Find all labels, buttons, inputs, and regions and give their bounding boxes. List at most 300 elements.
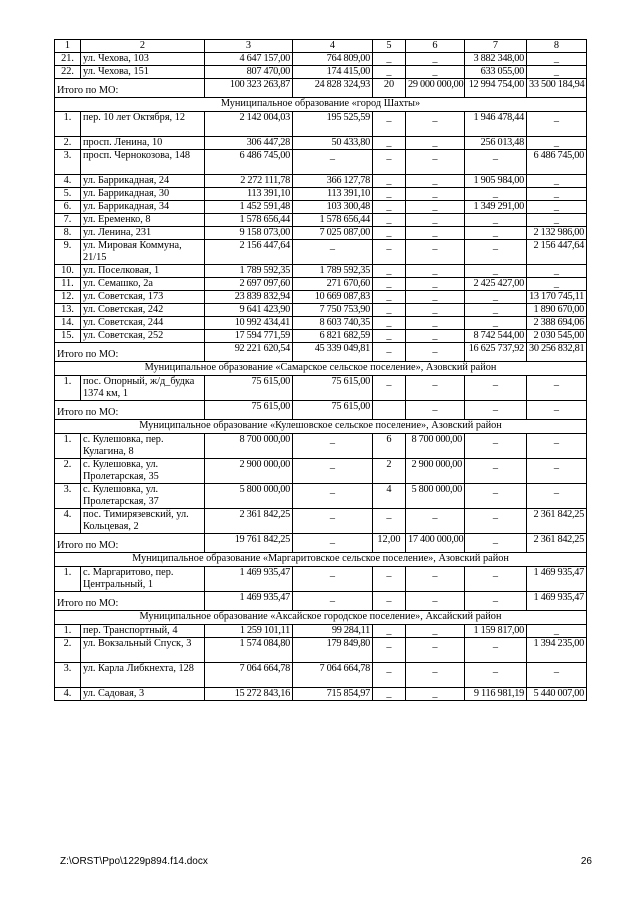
table-row bbox=[55, 625, 587, 638]
total-cell: 12,00 bbox=[373, 534, 406, 553]
value-cell: 2 388 694,06 bbox=[527, 317, 587, 330]
value-cell: _ bbox=[406, 53, 465, 66]
value-cell: 1 394 235,00 bbox=[527, 638, 587, 663]
value-cell: _ bbox=[527, 663, 587, 688]
row-number: 1. bbox=[55, 625, 81, 638]
header-cell: 7 bbox=[465, 40, 527, 53]
section-title: Муниципальное образование «Аксайское городское поселение», Аксайский район bbox=[55, 611, 587, 625]
total-row bbox=[55, 534, 587, 553]
value-cell: _ bbox=[527, 201, 587, 214]
value-cell: _ bbox=[373, 175, 406, 188]
row-number: 9. bbox=[55, 240, 81, 265]
table-row bbox=[55, 304, 587, 317]
value-cell: _ bbox=[406, 227, 465, 240]
value-cell: _ bbox=[406, 66, 465, 79]
value-cell: _ bbox=[465, 459, 527, 484]
value-cell: _ bbox=[527, 137, 587, 150]
value-cell: _ bbox=[373, 330, 406, 343]
value-cell: _ bbox=[465, 317, 527, 330]
total-cell: 29 000 000,00 bbox=[406, 79, 465, 98]
value-cell: _ bbox=[465, 188, 527, 201]
value-cell: 2 900 000,00 bbox=[205, 459, 293, 484]
total-cell: 20 bbox=[373, 79, 406, 98]
value-cell: 256 013,48 bbox=[465, 137, 527, 150]
value-cell: 3 882 348,00 bbox=[465, 53, 527, 66]
table-row bbox=[55, 112, 587, 137]
section-title: Муниципальное образование «Маргаритовское сельское поселение», Азовский район bbox=[55, 553, 587, 567]
row-number: 13. bbox=[55, 304, 81, 317]
value-cell: 9 641 423,90 bbox=[205, 304, 293, 317]
value-cell: _ bbox=[373, 625, 406, 638]
address-cell: ул. Чехова, 103 bbox=[81, 53, 205, 66]
value-cell: _ bbox=[373, 66, 406, 79]
value-cell: 2 425 427,00 bbox=[465, 278, 527, 291]
value-cell: 6 486 745,00 bbox=[527, 150, 587, 175]
address-cell: ул. Поселковая, 1 bbox=[81, 265, 205, 278]
value-cell: 1 578 656,44 bbox=[205, 214, 293, 227]
total-cell: 45 339 049,81 bbox=[293, 343, 373, 362]
value-cell: _ bbox=[465, 663, 527, 688]
row-number: 14. bbox=[55, 317, 81, 330]
value-cell: _ bbox=[406, 663, 465, 688]
total-cell: 75 615,00 bbox=[293, 401, 373, 420]
address-cell: ул. Советская, 173 bbox=[81, 291, 205, 304]
value-cell: 10 669 087,83 bbox=[293, 291, 373, 304]
total-cell: _ bbox=[465, 534, 527, 553]
row-number: 4. bbox=[55, 175, 81, 188]
address-cell: ул. Чехова, 151 bbox=[81, 66, 205, 79]
table-row bbox=[55, 509, 587, 534]
total-cell: _ bbox=[406, 401, 465, 420]
total-cell: 33 500 184,94 bbox=[527, 79, 587, 98]
table-row bbox=[55, 240, 587, 265]
address-cell: с. Маргаритово, пер. Центральный, 1 bbox=[81, 567, 205, 592]
address-cell: пос. Тимирязевский, ул. Кольцевая, 2 bbox=[81, 509, 205, 534]
value-cell: _ bbox=[465, 265, 527, 278]
value-cell: 2 697 097,60 bbox=[205, 278, 293, 291]
row-number: 5. bbox=[55, 188, 81, 201]
value-cell: _ bbox=[293, 484, 373, 509]
value-cell: _ bbox=[373, 214, 406, 227]
value-cell: _ bbox=[373, 265, 406, 278]
value-cell: _ bbox=[527, 66, 587, 79]
value-cell: _ bbox=[293, 567, 373, 592]
value-cell: _ bbox=[373, 227, 406, 240]
value-cell: 10 992 434,41 bbox=[205, 317, 293, 330]
value-cell: _ bbox=[406, 304, 465, 317]
value-cell: _ bbox=[465, 214, 527, 227]
value-cell: _ bbox=[465, 150, 527, 175]
section-row bbox=[55, 553, 587, 567]
value-cell: 7 064 664,78 bbox=[293, 663, 373, 688]
value-cell: 1 789 592,35 bbox=[205, 265, 293, 278]
value-cell: 2 bbox=[373, 459, 406, 484]
row-number: 12. bbox=[55, 291, 81, 304]
value-cell: 7 750 753,90 bbox=[293, 304, 373, 317]
total-cell: _ bbox=[527, 401, 587, 420]
value-cell: _ bbox=[527, 53, 587, 66]
value-cell: _ bbox=[406, 330, 465, 343]
table-row bbox=[55, 459, 587, 484]
address-cell: ул. Садовая, 3 bbox=[81, 688, 205, 701]
table-row bbox=[55, 227, 587, 240]
value-cell: 23 839 832,94 bbox=[205, 291, 293, 304]
table-row bbox=[55, 265, 587, 278]
value-cell: _ bbox=[527, 175, 587, 188]
table-row bbox=[55, 66, 587, 79]
address-cell: ул. Советская, 242 bbox=[81, 304, 205, 317]
value-cell: _ bbox=[373, 317, 406, 330]
value-cell: 13 170 745,11 bbox=[527, 291, 587, 304]
header-cell: 4 bbox=[293, 40, 373, 53]
row-number: 10. bbox=[55, 265, 81, 278]
value-cell: 2 156 447,64 bbox=[205, 240, 293, 265]
value-cell: 7 025 087,00 bbox=[293, 227, 373, 240]
value-cell: 5 800 000,00 bbox=[406, 484, 465, 509]
value-cell: 174 415,00 bbox=[293, 66, 373, 79]
value-cell: _ bbox=[406, 317, 465, 330]
address-cell: ул. Баррикадная, 24 bbox=[81, 175, 205, 188]
value-cell: _ bbox=[406, 376, 465, 401]
total-cell: 30 256 832,81 bbox=[527, 343, 587, 362]
address-cell: ул. Вокзальный Спуск, 3 bbox=[81, 638, 205, 663]
row-number: 4. bbox=[55, 688, 81, 701]
total-cell: _ bbox=[293, 592, 373, 611]
value-cell: _ bbox=[373, 240, 406, 265]
value-cell: _ bbox=[406, 688, 465, 701]
total-row bbox=[55, 592, 587, 611]
value-cell: 2 361 842,25 bbox=[205, 509, 293, 534]
row-number: 22. bbox=[55, 66, 81, 79]
value-cell: _ bbox=[373, 150, 406, 175]
table-row bbox=[55, 317, 587, 330]
total-cell: 1 469 935,47 bbox=[205, 592, 293, 611]
value-cell: 2 361 842,25 bbox=[527, 509, 587, 534]
value-cell: _ bbox=[293, 459, 373, 484]
row-number: 1. bbox=[55, 567, 81, 592]
value-cell: _ bbox=[527, 484, 587, 509]
total-row bbox=[55, 79, 587, 98]
value-cell: _ bbox=[527, 188, 587, 201]
data-table bbox=[54, 39, 587, 701]
address-cell: с. Кулешовка, ул. Пролетарская, 35 bbox=[81, 459, 205, 484]
value-cell: 8 603 740,35 bbox=[293, 317, 373, 330]
value-cell: _ bbox=[465, 240, 527, 265]
row-number: 21. bbox=[55, 53, 81, 66]
value-cell: _ bbox=[406, 201, 465, 214]
header-cell: 6 bbox=[406, 40, 465, 53]
total-row bbox=[55, 343, 587, 362]
address-cell: ул. Баррикадная, 34 bbox=[81, 201, 205, 214]
value-cell: 113 391,10 bbox=[205, 188, 293, 201]
value-cell: 366 127,78 bbox=[293, 175, 373, 188]
value-cell: _ bbox=[373, 567, 406, 592]
value-cell: _ bbox=[373, 278, 406, 291]
value-cell: 103 300,48 bbox=[293, 201, 373, 214]
value-cell: 715 854,97 bbox=[293, 688, 373, 701]
value-cell: 1 159 817,00 bbox=[465, 625, 527, 638]
address-cell: ул. Мировая Коммуна, 21/15 bbox=[81, 240, 205, 265]
value-cell: _ bbox=[406, 150, 465, 175]
value-cell: 2 900 000,00 bbox=[406, 459, 465, 484]
value-cell: 8 742 544,00 bbox=[465, 330, 527, 343]
total-cell: 100 323 263,87 bbox=[205, 79, 293, 98]
value-cell: _ bbox=[406, 175, 465, 188]
total-cell: _ bbox=[373, 343, 406, 362]
value-cell: _ bbox=[465, 638, 527, 663]
value-cell: _ bbox=[373, 291, 406, 304]
value-cell: _ bbox=[406, 509, 465, 534]
row-number: 3. bbox=[55, 150, 81, 175]
value-cell: _ bbox=[406, 240, 465, 265]
total-cell: 24 828 324,93 bbox=[293, 79, 373, 98]
value-cell: 6 821 682,59 bbox=[293, 330, 373, 343]
header-cell: 5 bbox=[373, 40, 406, 53]
address-cell: ул. Семашко, 2а bbox=[81, 278, 205, 291]
value-cell: 4 647 157,00 bbox=[205, 53, 293, 66]
table-row bbox=[55, 137, 587, 150]
value-cell: 7 064 664,78 bbox=[205, 663, 293, 688]
table-row bbox=[55, 175, 587, 188]
total-cell: _ bbox=[373, 592, 406, 611]
value-cell: _ bbox=[373, 663, 406, 688]
total-cell: _ bbox=[465, 592, 527, 611]
row-number: 6. bbox=[55, 201, 81, 214]
table-row bbox=[55, 567, 587, 592]
value-cell: _ bbox=[373, 638, 406, 663]
row-number: 1. bbox=[55, 434, 81, 459]
value-cell: 6 bbox=[373, 434, 406, 459]
value-cell: _ bbox=[406, 112, 465, 137]
table-row bbox=[55, 53, 587, 66]
table-row bbox=[55, 484, 587, 509]
table-row bbox=[55, 688, 587, 701]
address-cell: с. Кулешовка, ул. Пролетарская, 37 bbox=[81, 484, 205, 509]
value-cell: 75 615,00 bbox=[293, 376, 373, 401]
value-cell: 5 800 000,00 bbox=[205, 484, 293, 509]
value-cell: 1 469 935,47 bbox=[527, 567, 587, 592]
table-row bbox=[55, 434, 587, 459]
value-cell: 179 849,80 bbox=[293, 638, 373, 663]
value-cell: 2 142 004,03 bbox=[205, 112, 293, 137]
value-cell: _ bbox=[465, 484, 527, 509]
address-cell: ул. Ленина, 231 bbox=[81, 227, 205, 240]
row-number: 3. bbox=[55, 663, 81, 688]
value-cell: 1 349 291,00 bbox=[465, 201, 527, 214]
table-row bbox=[55, 376, 587, 401]
row-number: 4. bbox=[55, 509, 81, 534]
table-row bbox=[55, 214, 587, 227]
value-cell: _ bbox=[373, 201, 406, 214]
value-cell: _ bbox=[527, 265, 587, 278]
total-cell: _ bbox=[406, 343, 465, 362]
row-number: 1. bbox=[55, 376, 81, 401]
section-row bbox=[55, 98, 587, 112]
value-cell: _ bbox=[373, 188, 406, 201]
value-cell: _ bbox=[373, 304, 406, 317]
value-cell: _ bbox=[527, 112, 587, 137]
value-cell: _ bbox=[406, 214, 465, 227]
address-cell: ул. Баррикадная, 30 bbox=[81, 188, 205, 201]
row-number: 1. bbox=[55, 112, 81, 137]
value-cell: _ bbox=[527, 278, 587, 291]
value-cell: 17 594 771,59 bbox=[205, 330, 293, 343]
value-cell: 1 578 656,44 bbox=[293, 214, 373, 227]
value-cell: _ bbox=[465, 509, 527, 534]
row-number: 2. bbox=[55, 459, 81, 484]
value-cell: _ bbox=[373, 112, 406, 137]
total-label: Итого по МО: bbox=[55, 592, 205, 611]
value-cell: 807 470,00 bbox=[205, 66, 293, 79]
value-cell: 15 272 843,16 bbox=[205, 688, 293, 701]
total-label: Итого по МО: bbox=[55, 343, 205, 362]
address-cell: ул. Еременко, 8 bbox=[81, 214, 205, 227]
section-title: Муниципальное образование «город Шахты» bbox=[55, 98, 587, 112]
total-cell: 1 469 935,47 bbox=[527, 592, 587, 611]
header-row bbox=[55, 40, 587, 53]
value-cell: 1 574 084,80 bbox=[205, 638, 293, 663]
table-body bbox=[55, 40, 587, 701]
total-label: Итого по МО: bbox=[55, 79, 205, 98]
value-cell: _ bbox=[293, 150, 373, 175]
table-row bbox=[55, 330, 587, 343]
section-row bbox=[55, 420, 587, 434]
value-cell: _ bbox=[406, 291, 465, 304]
total-cell: 12 994 754,00 bbox=[465, 79, 527, 98]
section-title: Муниципальное образование «Кулешовское сельское поселение», Азовский район bbox=[55, 420, 587, 434]
header-cell: 8 bbox=[527, 40, 587, 53]
value-cell: _ bbox=[406, 625, 465, 638]
value-cell: 2 272 111,78 bbox=[205, 175, 293, 188]
row-number: 15. bbox=[55, 330, 81, 343]
value-cell: _ bbox=[406, 265, 465, 278]
value-cell: _ bbox=[465, 304, 527, 317]
value-cell: _ bbox=[465, 291, 527, 304]
value-cell: _ bbox=[527, 459, 587, 484]
value-cell: 1 469 935,47 bbox=[205, 567, 293, 592]
value-cell: 1 946 478,44 bbox=[465, 112, 527, 137]
value-cell: 306 447,28 bbox=[205, 137, 293, 150]
row-number: 3. bbox=[55, 484, 81, 509]
address-cell: ул. Советская, 244 bbox=[81, 317, 205, 330]
document-sheet bbox=[54, 39, 586, 701]
value-cell: 633 055,00 bbox=[465, 66, 527, 79]
value-cell: _ bbox=[465, 567, 527, 592]
table-row bbox=[55, 291, 587, 304]
address-cell: просп. Чернокозова, 148 bbox=[81, 150, 205, 175]
value-cell: 764 809,00 bbox=[293, 53, 373, 66]
address-cell: просп. Ленина, 10 bbox=[81, 137, 205, 150]
value-cell: 2 156 447,64 bbox=[527, 240, 587, 265]
total-cell: _ bbox=[293, 534, 373, 553]
total-cell bbox=[373, 401, 406, 420]
table-row bbox=[55, 188, 587, 201]
table-row bbox=[55, 638, 587, 663]
value-cell: 1 890 670,00 bbox=[527, 304, 587, 317]
value-cell: 1 259 101,11 bbox=[205, 625, 293, 638]
value-cell: _ bbox=[293, 434, 373, 459]
value-cell: _ bbox=[465, 434, 527, 459]
value-cell: 195 525,59 bbox=[293, 112, 373, 137]
value-cell: _ bbox=[527, 376, 587, 401]
total-cell: 2 361 842,25 bbox=[527, 534, 587, 553]
row-number: 11. bbox=[55, 278, 81, 291]
value-cell: 2 132 986,00 bbox=[527, 227, 587, 240]
value-cell: 8 700 000,00 bbox=[205, 434, 293, 459]
table-row bbox=[55, 201, 587, 214]
value-cell: _ bbox=[293, 509, 373, 534]
value-cell: 1 789 592,35 bbox=[293, 265, 373, 278]
total-label: Итого по МО: bbox=[55, 534, 205, 553]
file-path: Z:\ORST\Ppo\1229p894.f14.docx bbox=[60, 856, 208, 867]
total-row bbox=[55, 401, 587, 420]
table-row bbox=[55, 150, 587, 175]
row-number: 2. bbox=[55, 137, 81, 150]
total-cell: 16 625 737,92 bbox=[465, 343, 527, 362]
address-cell: пер. Транспортный, 4 bbox=[81, 625, 205, 638]
total-cell: 75 615,00 bbox=[205, 401, 293, 420]
value-cell: 113 391,10 bbox=[293, 188, 373, 201]
value-cell: 8 700 000,00 bbox=[406, 434, 465, 459]
header-cell: 2 bbox=[81, 40, 205, 53]
value-cell: _ bbox=[527, 214, 587, 227]
value-cell: _ bbox=[373, 509, 406, 534]
value-cell: 6 486 745,00 bbox=[205, 150, 293, 175]
section-row bbox=[55, 362, 587, 376]
value-cell: 9 158 073,00 bbox=[205, 227, 293, 240]
value-cell: 5 440 007,00 bbox=[527, 688, 587, 701]
section-row bbox=[55, 611, 587, 625]
value-cell: _ bbox=[406, 638, 465, 663]
value-cell: _ bbox=[373, 137, 406, 150]
address-cell: ул. Карла Либкнехта, 128 bbox=[81, 663, 205, 688]
total-cell: 92 221 620,54 bbox=[205, 343, 293, 362]
address-cell: с. Кулешовка, пер. Кулагина, 8 bbox=[81, 434, 205, 459]
address-cell: пос. Опорный, ж/д_будка 1374 км, 1 bbox=[81, 376, 205, 401]
address-cell: пер. 10 лет Октября, 12 bbox=[81, 112, 205, 137]
value-cell: _ bbox=[406, 278, 465, 291]
total-cell: _ bbox=[465, 401, 527, 420]
row-number: 2. bbox=[55, 638, 81, 663]
value-cell: _ bbox=[465, 227, 527, 240]
total-cell: 19 761 842,25 bbox=[205, 534, 293, 553]
row-number: 8. bbox=[55, 227, 81, 240]
value-cell: 50 433,80 bbox=[293, 137, 373, 150]
table-row bbox=[55, 663, 587, 688]
value-cell: _ bbox=[527, 625, 587, 638]
total-cell: 17 400 000,00 bbox=[406, 534, 465, 553]
value-cell: _ bbox=[373, 688, 406, 701]
value-cell: _ bbox=[373, 376, 406, 401]
total-label: Итого по МО: bbox=[55, 401, 205, 420]
value-cell: 2 030 545,00 bbox=[527, 330, 587, 343]
value-cell: _ bbox=[406, 137, 465, 150]
value-cell: _ bbox=[465, 376, 527, 401]
header-cell: 3 bbox=[205, 40, 293, 53]
value-cell: _ bbox=[293, 240, 373, 265]
value-cell: 271 670,60 bbox=[293, 278, 373, 291]
header-cell: 1 bbox=[55, 40, 81, 53]
page-number: 26 bbox=[580, 856, 592, 867]
table-row bbox=[55, 278, 587, 291]
value-cell: _ bbox=[373, 53, 406, 66]
value-cell: 9 116 981,19 bbox=[465, 688, 527, 701]
address-cell: ул. Советская, 252 bbox=[81, 330, 205, 343]
value-cell: 4 bbox=[373, 484, 406, 509]
row-number: 7. bbox=[55, 214, 81, 227]
section-title: Муниципальное образование «Самарское сельское поселение», Азовский район bbox=[55, 362, 587, 376]
total-cell: _ bbox=[406, 592, 465, 611]
